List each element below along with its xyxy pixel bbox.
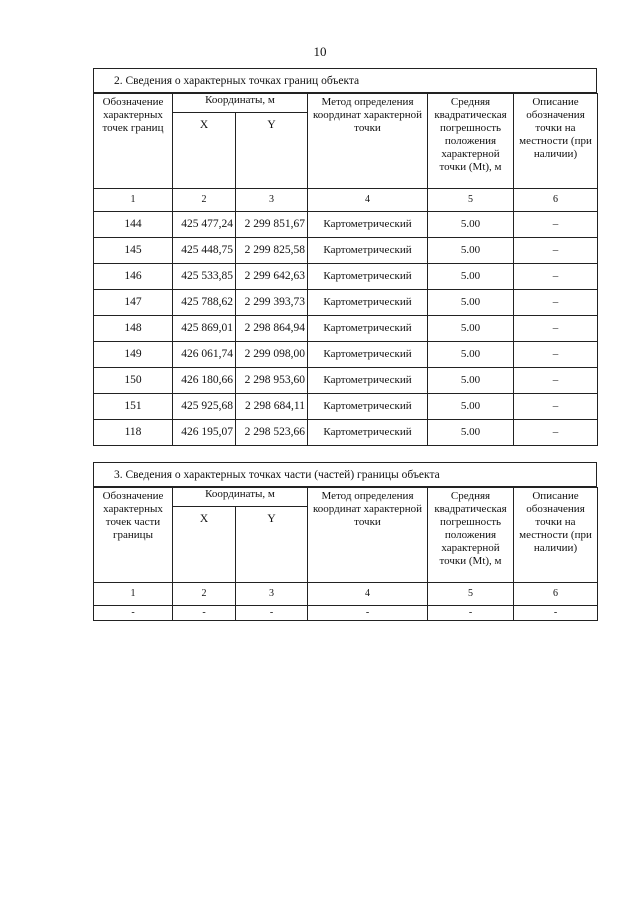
index-cell: 6 [514, 189, 598, 212]
table-cell: - [308, 606, 428, 621]
method-cell: Картометрический [308, 394, 428, 420]
method-cell: Картометрический [308, 342, 428, 368]
index-row [94, 583, 598, 606]
table-row [94, 264, 598, 290]
table-row [94, 368, 598, 394]
header-error: Средняя квадратическая погрешность положения характерной точки (Mt), м [428, 94, 514, 189]
description-cell: – [514, 316, 598, 342]
table-row [94, 342, 598, 368]
x-cell: 425 448,75 [173, 238, 236, 264]
section-boundary-points [93, 68, 597, 446]
x-cell: 425 869,01 [173, 316, 236, 342]
boundary-points-table [93, 93, 598, 446]
error-cell: 5.00 [428, 212, 514, 238]
index-cell: 5 [428, 189, 514, 212]
table-cell: - [173, 606, 236, 621]
y-cell: 2 299 642,63 [236, 264, 308, 290]
description-cell: – [514, 212, 598, 238]
index-cell: 4 [308, 583, 428, 606]
method-cell: Картометрический [308, 368, 428, 394]
index-row [94, 189, 598, 212]
point-cell: 145 [94, 238, 173, 264]
header-y: Y [236, 507, 308, 583]
table-header [94, 488, 598, 507]
description-cell: – [514, 368, 598, 394]
header-y: Y [236, 113, 308, 189]
table-row [94, 606, 598, 621]
section-title: 2. Сведения о характерных точках границ объекта [93, 68, 597, 93]
header-description: Описание обозначения точки на местности (при наличии) [514, 94, 598, 189]
table-cell: - [94, 606, 173, 621]
point-cell: 149 [94, 342, 173, 368]
header-method: Метод определения координат характерной точки [308, 488, 428, 583]
table-row [94, 212, 598, 238]
header-coordinates: Координаты, м [173, 94, 308, 113]
x-cell: 425 925,68 [173, 394, 236, 420]
point-cell: 118 [94, 420, 173, 446]
index-cell: 6 [514, 583, 598, 606]
header-x: X [173, 507, 236, 583]
section-title: 3. Сведения о характерных точках части (частей) границы объекта [93, 462, 597, 487]
point-cell: 146 [94, 264, 173, 290]
x-cell: 426 195,07 [173, 420, 236, 446]
index-cell: 1 [94, 583, 173, 606]
point-cell: 148 [94, 316, 173, 342]
header-x: X [173, 113, 236, 189]
x-cell: 426 061,74 [173, 342, 236, 368]
method-cell: Картометрический [308, 238, 428, 264]
method-cell: Картометрический [308, 290, 428, 316]
point-cell: 151 [94, 394, 173, 420]
x-cell: 425 477,24 [173, 212, 236, 238]
y-cell: 2 298 523,66 [236, 420, 308, 446]
index-cell: 2 [173, 583, 236, 606]
error-cell: 5.00 [428, 368, 514, 394]
error-cell: 5.00 [428, 420, 514, 446]
index-cell: 3 [236, 583, 308, 606]
error-cell: 5.00 [428, 264, 514, 290]
header-method: Метод определения координат характерной точки [308, 94, 428, 189]
y-cell: 2 298 864,94 [236, 316, 308, 342]
index-cell: 4 [308, 189, 428, 212]
error-cell: 5.00 [428, 238, 514, 264]
header-coordinates: Координаты, м [173, 488, 308, 507]
header-description: Описание обозначения точки на местности (при наличии) [514, 488, 598, 583]
x-cell: 425 788,62 [173, 290, 236, 316]
description-cell: – [514, 290, 598, 316]
description-cell: – [514, 264, 598, 290]
index-cell: 2 [173, 189, 236, 212]
index-cell: 5 [428, 583, 514, 606]
point-cell: 147 [94, 290, 173, 316]
table-header [94, 94, 598, 113]
method-cell: Картометрический [308, 264, 428, 290]
index-cell: 1 [94, 189, 173, 212]
y-cell: 2 299 098,00 [236, 342, 308, 368]
header-designation: Обозначение характерных точек части границы [94, 488, 173, 583]
y-cell: 2 299 825,58 [236, 238, 308, 264]
table-row [94, 394, 598, 420]
part-boundary-points-table [93, 487, 598, 621]
description-cell: – [514, 342, 598, 368]
header-designation: Обозначение характерных точек границ [94, 94, 173, 189]
header-error: Средняя квадратическая погрешность положения характерной точки (Mt), м [428, 488, 514, 583]
x-cell: 426 180,66 [173, 368, 236, 394]
y-cell: 2 298 684,11 [236, 394, 308, 420]
table-cell: - [428, 606, 514, 621]
method-cell: Картометрический [308, 316, 428, 342]
y-cell: 2 298 953,60 [236, 368, 308, 394]
table-row [94, 420, 598, 446]
table-cell: - [236, 606, 308, 621]
error-cell: 5.00 [428, 342, 514, 368]
error-cell: 5.00 [428, 316, 514, 342]
table-row [94, 316, 598, 342]
table-row [94, 238, 598, 264]
y-cell: 2 299 393,73 [236, 290, 308, 316]
description-cell: – [514, 420, 598, 446]
section-part-boundary-points [93, 462, 597, 621]
method-cell: Картометрический [308, 420, 428, 446]
x-cell: 425 533,85 [173, 264, 236, 290]
index-cell: 3 [236, 189, 308, 212]
table-row [94, 290, 598, 316]
point-cell: 144 [94, 212, 173, 238]
error-cell: 5.00 [428, 290, 514, 316]
y-cell: 2 299 851,67 [236, 212, 308, 238]
point-cell: 150 [94, 368, 173, 394]
description-cell: – [514, 394, 598, 420]
description-cell: – [514, 238, 598, 264]
table-cell: - [514, 606, 598, 621]
method-cell: Картометрический [308, 212, 428, 238]
error-cell: 5.00 [428, 394, 514, 420]
page-number: 10 [313, 44, 327, 59]
